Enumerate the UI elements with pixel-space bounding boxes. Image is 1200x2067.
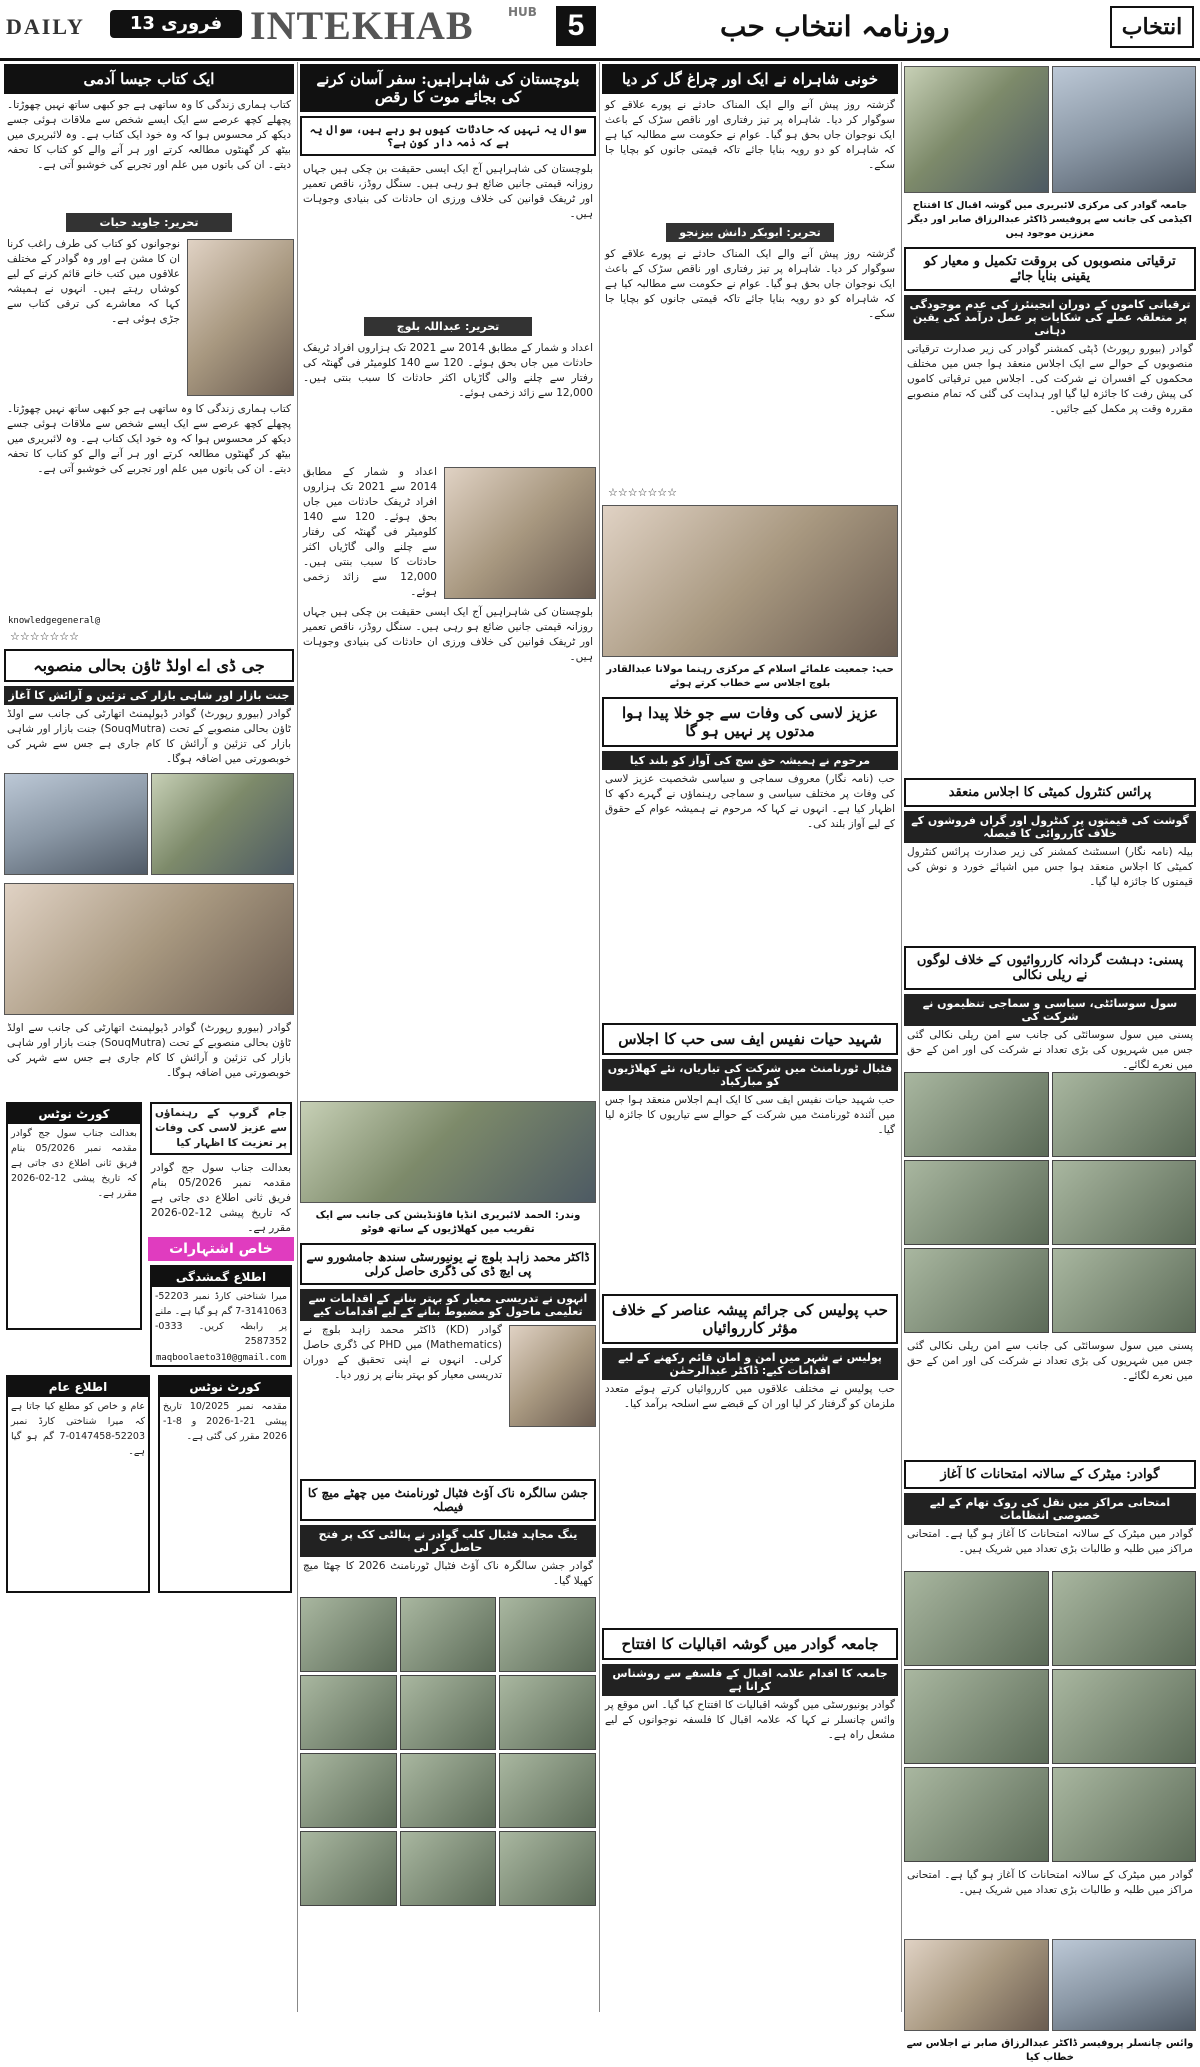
photo-caption: حب: جمعیت علمائے اسلام کے مرکزی رہنما مولانا عبدالقادر بلوچ اجلاس سے خطاب کرتے ہوئے [606, 664, 894, 689]
sports-photo [300, 1831, 397, 1906]
rally-photo [1052, 1248, 1197, 1333]
uni-headline: ڈاکٹر محمد زاہد بلوچ نے یونیورسٹی سندھ جامشورو سے پی ایچ ڈی کی ڈگری حاصل کرلی [300, 1243, 596, 1285]
meeting-subheadline: فٹبال ٹورنامنٹ میں شرکت کی تیاریاں، نئے کھلاڑیوں کو مبارکباد [602, 1059, 898, 1091]
iqbal-subheadline: جامعہ کا اقدام علامہ اقبال کے فلسفے سے روشناس کرانا ہے [602, 1664, 898, 1696]
event-photo [904, 1939, 1049, 2031]
condolence-box [150, 1102, 292, 1155]
photo-caption: وائس چانسلر پروفیسر ڈاکٹر عبدالرزاق صابر نے اجلاس سے خطاب کیا [906, 2038, 1194, 2063]
police-headline: حب پولیس کی جرائم پیشہ عناصر کے خلاف مؤثر کارروائیاں [602, 1294, 898, 1344]
exam-body: گوادر میں میٹرک کے سالانہ امتحانات کا آغاز ہو گیا ہے۔ امتحانی مراکز میں طلبہ و طالبات بڑی تعداد میں شریک ہیں۔ [907, 1869, 1193, 1896]
article-body: بلوچستان کی شاہراہیں آج ایک ایسی حقیقت بن چکی ہیں جہاں روزانہ قیمتی جانیں ضائع ہو رہی ہیں۔ سنگل روڈز، ناقص تعمیر اور ٹریفک قوانین کی خلاف ورزی ان حادثات کی بنیادی وجوہات ہیں۔ [303, 163, 593, 220]
library-photo [1052, 66, 1197, 193]
rally-photo [904, 1160, 1049, 1245]
uni-subheadline: انہوں نے تدریسی معیار کو بہتر بنانے کے اقدامات سے تعلیمی ماحول کو مضبوط بنانے کے لیے اقدامات کیے [300, 1289, 596, 1321]
masthead-title-en: INTEKHAB [250, 3, 474, 48]
meeting-headline: شہید حیات نفیس ایف سی حب کا اجلاس [602, 1023, 898, 1055]
public-notice-title: اطلاع عام [8, 1377, 148, 1397]
page-number: 5 [556, 6, 596, 46]
death-body: حب (نامہ نگار) معروف سماجی و سیاسی شخصیت عزیز لاسی کی وفات پر مختلف سیاسی و سماجی رہنماؤں نے گہرے دکھ کا اظہار کیا ہے۔ انہوں نے کہا کہ مرحوم نے ہمیشہ عوام کے حقوق کے لیے آواز بلند کی۔ [605, 773, 895, 830]
masthead [0, 0, 1200, 61]
gathering-photo [602, 505, 898, 657]
author-photo [187, 239, 294, 396]
column-divider [297, 62, 298, 2012]
article-body: نوجوانوں کو کتاب کی طرف راغب کرنا ان کا مشن ہے اور وہ گوادر کے مختلف علاقوں میں کتب خانے قائم کرنے کے لیے کوشاں رہتے ہیں۔ انہوں نے ہمیشہ کہا کہ معاشرے کی ترقی کتاب سے جڑی ہوئی ہے۔ [7, 238, 180, 325]
public-notice [6, 1375, 150, 1593]
exam-photo [904, 1767, 1049, 1862]
protest-body: پسنی میں سول سوسائٹی کی جانب سے امن ریلی نکالی گئی جس میں شہریوں کی بڑی تعداد نے شرکت کی اور امن کے حق میں نعرے لگائے۔ [907, 1029, 1193, 1071]
article-body: گزشتہ روز پیش آنے والے ایک المناک حادثے نے پورے علاقے کو سوگوار کر دیا۔ شاہراہ پر تیز رفتاری اور ناقص سڑک کے باعث ایک نوجوان جاں بحق ہو گیا۔ عوام نے حکومت سے مطالبہ کیا ہے کہ شاہراہ کو دو رویہ بنایا جائے تاکہ قیمتی جانوں کو بچایا جا سکے۔ [605, 99, 895, 171]
iqbal-headline: جامعہ گوادر میں گوشہ اقبالیات کا افتتاح [602, 1628, 898, 1660]
sports-photo [499, 1675, 596, 1750]
article-body: اعداد و شمار کے مطابق 2014 سے 2021 تک ہزاروں افراد ٹریفک حادثات میں جاں بحق ہوئے۔ 120 سے 140 کلومیٹر فی گھنٹہ کی رفتار سے چلنے والی گاڑیاں اکثر حادثات کا سبب بنتی ہیں۔ 12,000 سے زائد زخمی ہوئے۔ [303, 342, 593, 399]
exam-photo-grid [904, 1571, 1196, 1862]
stars-divider: ☆☆☆☆☆☆☆ [608, 486, 678, 499]
bazaar-photo [4, 773, 148, 875]
dev-subheadline: ترقیاتی کاموں کے دوران انجینئرز کی عدم موجودگی پر متعلقہ عملے کی شکایات پر عمل درآمد کی یقین دہانی [904, 295, 1196, 340]
rally-photo [904, 1072, 1049, 1157]
court-notice-title: کورٹ نوٹس [160, 1377, 290, 1397]
dev-headline: ترقیاتی منصوبوں کی بروقت تکمیل و معیار کو یقینی بنایا جائے [904, 247, 1196, 291]
court-notice [6, 1102, 142, 1330]
email-address: knowledgegeneral@ [8, 616, 101, 626]
article-byline: تحریر: عبداللہ بلوچ [364, 317, 533, 336]
price-subheadline: گوشت کی قیمتوں پر کنٹرول اور گراں فروشوں کے خلاف کارروائی کا فیصلہ [904, 811, 1196, 843]
article-body: کتاب ہماری زندگی کا وہ ساتھی ہے جو کبھی ساتھ نہیں چھوڑتا۔ پچھلے کچھ عرصے سے ایک ایسے شخص سے ملاقات ہوئی جسے دیکھ کر محسوس ہوا کہ وہ خود ایک کتاب ہے۔ وہ لائبریری میں بیٹھ کر گھنٹوں مطالعہ کرتے اور ہر آنے والے کو کتاب کا تحفہ دیتے۔ ان کی باتوں میں علم اور تجربے کی خوشبو آتی ہے۔ [7, 99, 291, 171]
price-body: بیلہ (نامہ نگار) اسسٹنٹ کمشنر کی زیر صدارت پرائس کنٹرول کمیٹی کا اجلاس منعقد ہوا جس میں اشیائے خورد و نوش کی قیمتوں کا جائزہ لیا گیا۔ [907, 846, 1193, 888]
sports-subheadline: ینگ مجاہد فٹبال کلب گوادر نے پنالٹی کک پر فتح حاصل کر لی [300, 1525, 596, 1557]
masthead-hub: HUB [508, 5, 537, 19]
court-notice [158, 1375, 292, 1593]
sports-photo [400, 1753, 497, 1828]
photo-caption: جامعہ گوادر کی مرکزی لائبریری میں گوشہ اقبال کا افتتاح اکیڈمی کی جانب سے پروفیسر ڈاکٹر عبدالرزاق صابر اور دیگر معززین موجود ہیں [908, 200, 1192, 239]
iqbal-body: گوادر یونیورسٹی میں گوشہ اقبالیات کا افتتاح کیا گیا۔ اس موقع پر وائس چانسلر نے کہا کہ علامہ اقبال کا فلسفہ نوجوانوں کے لیے مشعل راہ ہے۔ [605, 1699, 895, 1741]
exam-photo [1052, 1767, 1197, 1862]
protest-body: پسنی میں سول سوسائٹی کی جانب سے امن ریلی نکالی گئی جس میں شہریوں کی بڑی تعداد نے شرکت کی اور امن کے حق میں نعرے لگائے۔ [907, 1340, 1193, 1382]
sports-photo [499, 1831, 596, 1906]
exam-photo [1052, 1669, 1197, 1764]
sports-photo-grid [300, 1597, 596, 1906]
article-byline: تحریر: ابوبکر دانش بیزنجو [666, 223, 835, 242]
death-subheadline: مرحوم نے ہمیشہ حق سچ کی آواز کو بلند کیا [602, 751, 898, 770]
exam-subheadline: امتحانی مراکز میں نقل کی روک تھام کے لیے خصوصی انتظامات [904, 1493, 1196, 1525]
court-notice-title: کورٹ نوٹس [8, 1104, 140, 1124]
column-center-right [602, 62, 898, 2012]
column-divider [901, 62, 902, 2012]
article-body: بلوچستان کی شاہراہیں آج ایک ایسی حقیقت بن چکی ہیں جہاں روزانہ قیمتی جانیں ضائع ہو رہی ہیں۔ سنگل روڈز، ناقص تعمیر اور ٹریفک قوانین کی خلاف ورزی ان حادثات کی بنیادی وجوہات ہیں۔ [303, 606, 593, 663]
public-notice-body: عام و خاص کو مطلع کیا جاتا ہے کہ میرا شناختی کارڈ نمبر 52203-0147458-7 گم ہو گیا ہے۔ [11, 1401, 145, 1457]
article-subheadline: سوال یہ نہیں کہ حادثات کیوں ہو رہے ہیں، سوال یہ ہے کہ ذمہ دار کون ہے؟ [300, 116, 596, 156]
sports-photo [300, 1597, 397, 1672]
missing-notice-email: maqboolaeto310@gmail.com [155, 1353, 286, 1363]
feature-body: گوادر (بیورو رپورٹ) گوادر ڈیولپمنٹ اتھارٹی کی جانب سے اولڈ ٹاؤن بحالی منصوبے کے تحت (SouqMutra) جنت بازار اور شاہی بازار کی تزئین و آرائش کا کام جاری ہے جس سے شہر کی خوبصورتی میں اضافہ ہوگا۔ [7, 708, 291, 765]
photo-caption: وندر: الحمد لائبریری انڈیا فاؤنڈیشن کی جانب سے ایک تقریب میں کھلاڑیوں کے ساتھ فوٹو [315, 1210, 581, 1235]
missing-notice [150, 1265, 292, 1367]
court-notice-body: مقدمہ نمبر 10/2025 تاریخ پیشی 21-1-2026 و 8-1-2026 مقرر کی گئی ہے۔ [163, 1401, 287, 1442]
article-body: کتاب ہماری زندگی کا وہ ساتھی ہے جو کبھی ساتھ نہیں چھوڑتا۔ پچھلے کچھ عرصے سے ایک ایسے شخص سے ملاقات ہوئی جسے دیکھ کر محسوس ہوا کہ وہ خود ایک کتاب ہے۔ وہ لائبریری میں بیٹھ کر گھنٹوں مطالعہ کرتے اور ہر آنے والے کو کتاب کا تحفہ دیتے۔ ان کی باتوں میں علم اور تجربے کی خوشبو آتی ہے۔ [7, 403, 291, 475]
death-headline: عزیز لاسی کی وفات سے جو خلا پیدا ہوا مدتوں پر نہیں ہو گا [602, 697, 898, 747]
exam-photo [1052, 1571, 1197, 1666]
missing-notice-body: میرا شناختی کارڈ نمبر 52203-3141063-7 گم ہو گیا ہے۔ ملنے پر رابطہ کریں۔ 0333-2587352 [154, 1291, 287, 1347]
protest-headline: پسنی: دہشت گردانہ کارروائیوں کے خلاف لوگوں نے ریلی نکالی [904, 946, 1196, 990]
rally-photo [1052, 1072, 1197, 1157]
article-body: گزشتہ روز پیش آنے والے ایک المناک حادثے نے پورے علاقے کو سوگوار کر دیا۔ شاہراہ پر تیز رفتاری اور ناقص سڑک کے باعث ایک نوجوان جاں بحق ہو گیا۔ عوام نے حکومت سے مطالبہ کیا ہے کہ شاہراہ کو دو رویہ بنایا جائے تاکہ قیمتی جانوں کو بچایا جا سکے۔ [605, 248, 895, 320]
rally-photo [904, 1248, 1049, 1333]
bazaar-photo [151, 773, 295, 875]
police-body: حب پولیس نے مختلف علاقوں میں کارروائیاں کرتے ہوئے متعدد ملزمان کو گرفتار کر لیا اور ان کے قبضے سے اسلحہ برآمد کیا۔ [605, 1383, 895, 1410]
official-photo [444, 467, 596, 599]
court-notice-body: بعدالت جناب سول جج گوادر مقدمہ نمبر 05/2026 بنام فریق ثانی اطلاع دی جاتی ہے کہ تاریخ پیشی 12-02-2026 مقرر ہے۔ [11, 1128, 137, 1199]
feature-body: گوادر (بیورو رپورٹ) گوادر ڈیولپمنٹ اتھارٹی کی جانب سے اولڈ ٹاؤن بحالی منصوبے کے تحت (SouqMutra) جنت بازار اور شاہی بازار کی تزئین و آرائش کا کام جاری ہے جس سے شہر کی خوبصورتی میں اضافہ ہوگا۔ [7, 1022, 291, 1079]
article-body: اعداد و شمار کے مطابق 2014 سے 2021 تک ہزاروں افراد ٹریفک حادثات میں جاں بحق ہوئے۔ 120 سے 140 کلومیٹر فی گھنٹہ کی رفتار سے چلنے والی گاڑیاں اکثر حادثات کا سبب بنتی ہیں۔ 12,000 سے زائد زخمی ہوئے۔ [303, 466, 437, 598]
masthead-logo: انتخاب [1110, 6, 1194, 48]
column-right [904, 62, 1196, 2063]
condolence-title: جام گروپ کے رہنماؤں سے عزیز لاسی کی وفات پر تعزیت کا اظہار کیا [154, 1107, 287, 1149]
graduate-photo [509, 1325, 596, 1427]
bazaar-render-photo [4, 883, 294, 1015]
sports-photo [400, 1597, 497, 1672]
sports-photo [499, 1597, 596, 1672]
masthead-title-ur: روزنامہ انتخاب حب [720, 10, 950, 43]
article-headline: بلوچستان کی شاہراہیں: سفر آسان کرنے کی بجائے موت کا رقص [300, 64, 596, 112]
uni-body: گوادر (KD) ڈاکٹر محمد زاہد بلوچ نے (Mathematics) میں PHD کی ڈگری حاصل کرلی۔ انہوں نے اپنی تحقیق کے دوران تدریسی معیار کو بہتر بنانے پر زور دیا۔ [303, 1324, 502, 1381]
article-headline: ایک کتاب جیسا آدمی [4, 64, 294, 94]
masthead-daily: DAILY [6, 14, 85, 39]
sports-photo [400, 1675, 497, 1750]
sports-headline: جشن سالگرہ ناک آؤٹ فٹبال ٹورنامنٹ میں چھٹے میچ کا فیصلہ [300, 1479, 596, 1521]
rally-photo [1052, 1160, 1197, 1245]
feature-subheadline: جنت بازار اور شاہی بازار کی تزئین و آرائش کا آغاز [4, 686, 294, 705]
column-center-left [300, 62, 596, 2012]
feature-headline: جی ڈی اے اولڈ ٹاؤن بحالی منصوبہ [4, 649, 294, 682]
exam-photo [904, 1669, 1049, 1764]
police-subheadline: پولیس نے شہر میں امن و امان قائم رکھنے کے لیے اقدامات کیے: ڈاکٹر عبدالرحمٰن [602, 1348, 898, 1380]
meeting-body: حب شہید حیات نفیس ایف سی کا ایک اہم اجلاس منعقد ہوا جس میں آئندہ ٹورنامنٹ میں شرکت کے حوالے سے تیاریوں کا جائزہ لیا گیا۔ [605, 1094, 895, 1136]
column-divider [599, 62, 600, 2012]
event-photo [1052, 1939, 1197, 2031]
sports-photo [499, 1753, 596, 1828]
exam-headline: گوادر: میٹرک کے سالانہ امتحانات کا آغاز [904, 1460, 1196, 1489]
column-left [4, 62, 294, 2012]
sports-photo [300, 1753, 397, 1828]
group-photo [300, 1101, 596, 1203]
missing-notice-title: اطلاع گمشدگی [152, 1267, 290, 1287]
library-photo [904, 66, 1049, 193]
article-byline: تحریر: جاوید حیات [66, 213, 232, 232]
article-headline: خونی شاہراہ نے ایک اور چراغ گل کر دیا [602, 64, 898, 94]
issue-date: 13 فروری 2026ء [110, 10, 242, 38]
special-ads-banner: خاص اشتہارات [148, 1237, 294, 1261]
exam-photo [904, 1571, 1049, 1666]
price-headline: پرائس کنٹرول کمیٹی کا اجلاس منعقد [904, 778, 1196, 807]
exam-body: گوادر میں میٹرک کے سالانہ امتحانات کا آغاز ہو گیا ہے۔ امتحانی مراکز میں طلبہ و طالبات بڑی تعداد میں شریک ہیں۔ [907, 1528, 1193, 1555]
condolence-body: بعدالت جناب سول جج گوادر مقدمہ نمبر 05/2026 بنام فریق ثانی اطلاع دی جاتی ہے کہ تاریخ پیشی 12-02-2026 مقرر ہے۔ [150, 1162, 291, 1234]
sports-photo [300, 1675, 397, 1750]
dev-body: گوادر (بیورو رپورٹ) ڈپٹی کمشنر گوادر کی زیر صدارت ترقیاتی منصوبوں کے حوالے سے ایک اجلاس منعقد ہوا جس میں مختلف محکموں کے افسران نے شرکت کی۔ اجلاس میں ترقیاتی کاموں کی پیش رفت کا جائزہ لیا گیا اور ہدایت کی گئی کہ تمام منصوبے مقررہ وقت پر مکمل کیے جائیں۔ [907, 343, 1193, 415]
sports-photo [400, 1831, 497, 1906]
protest-subheadline: سول سوسائٹی، سیاسی و سماجی تنظیموں نے شرکت کی [904, 994, 1196, 1026]
sports-body: گوادر جشن سالگرہ ناک آؤٹ فٹبال ٹورنامنٹ 2026 کا چھٹا میچ کھیلا گیا۔ [303, 1560, 593, 1587]
protest-photo-grid [904, 1072, 1196, 1333]
stars-divider: ☆☆☆☆☆☆☆ [10, 630, 80, 643]
